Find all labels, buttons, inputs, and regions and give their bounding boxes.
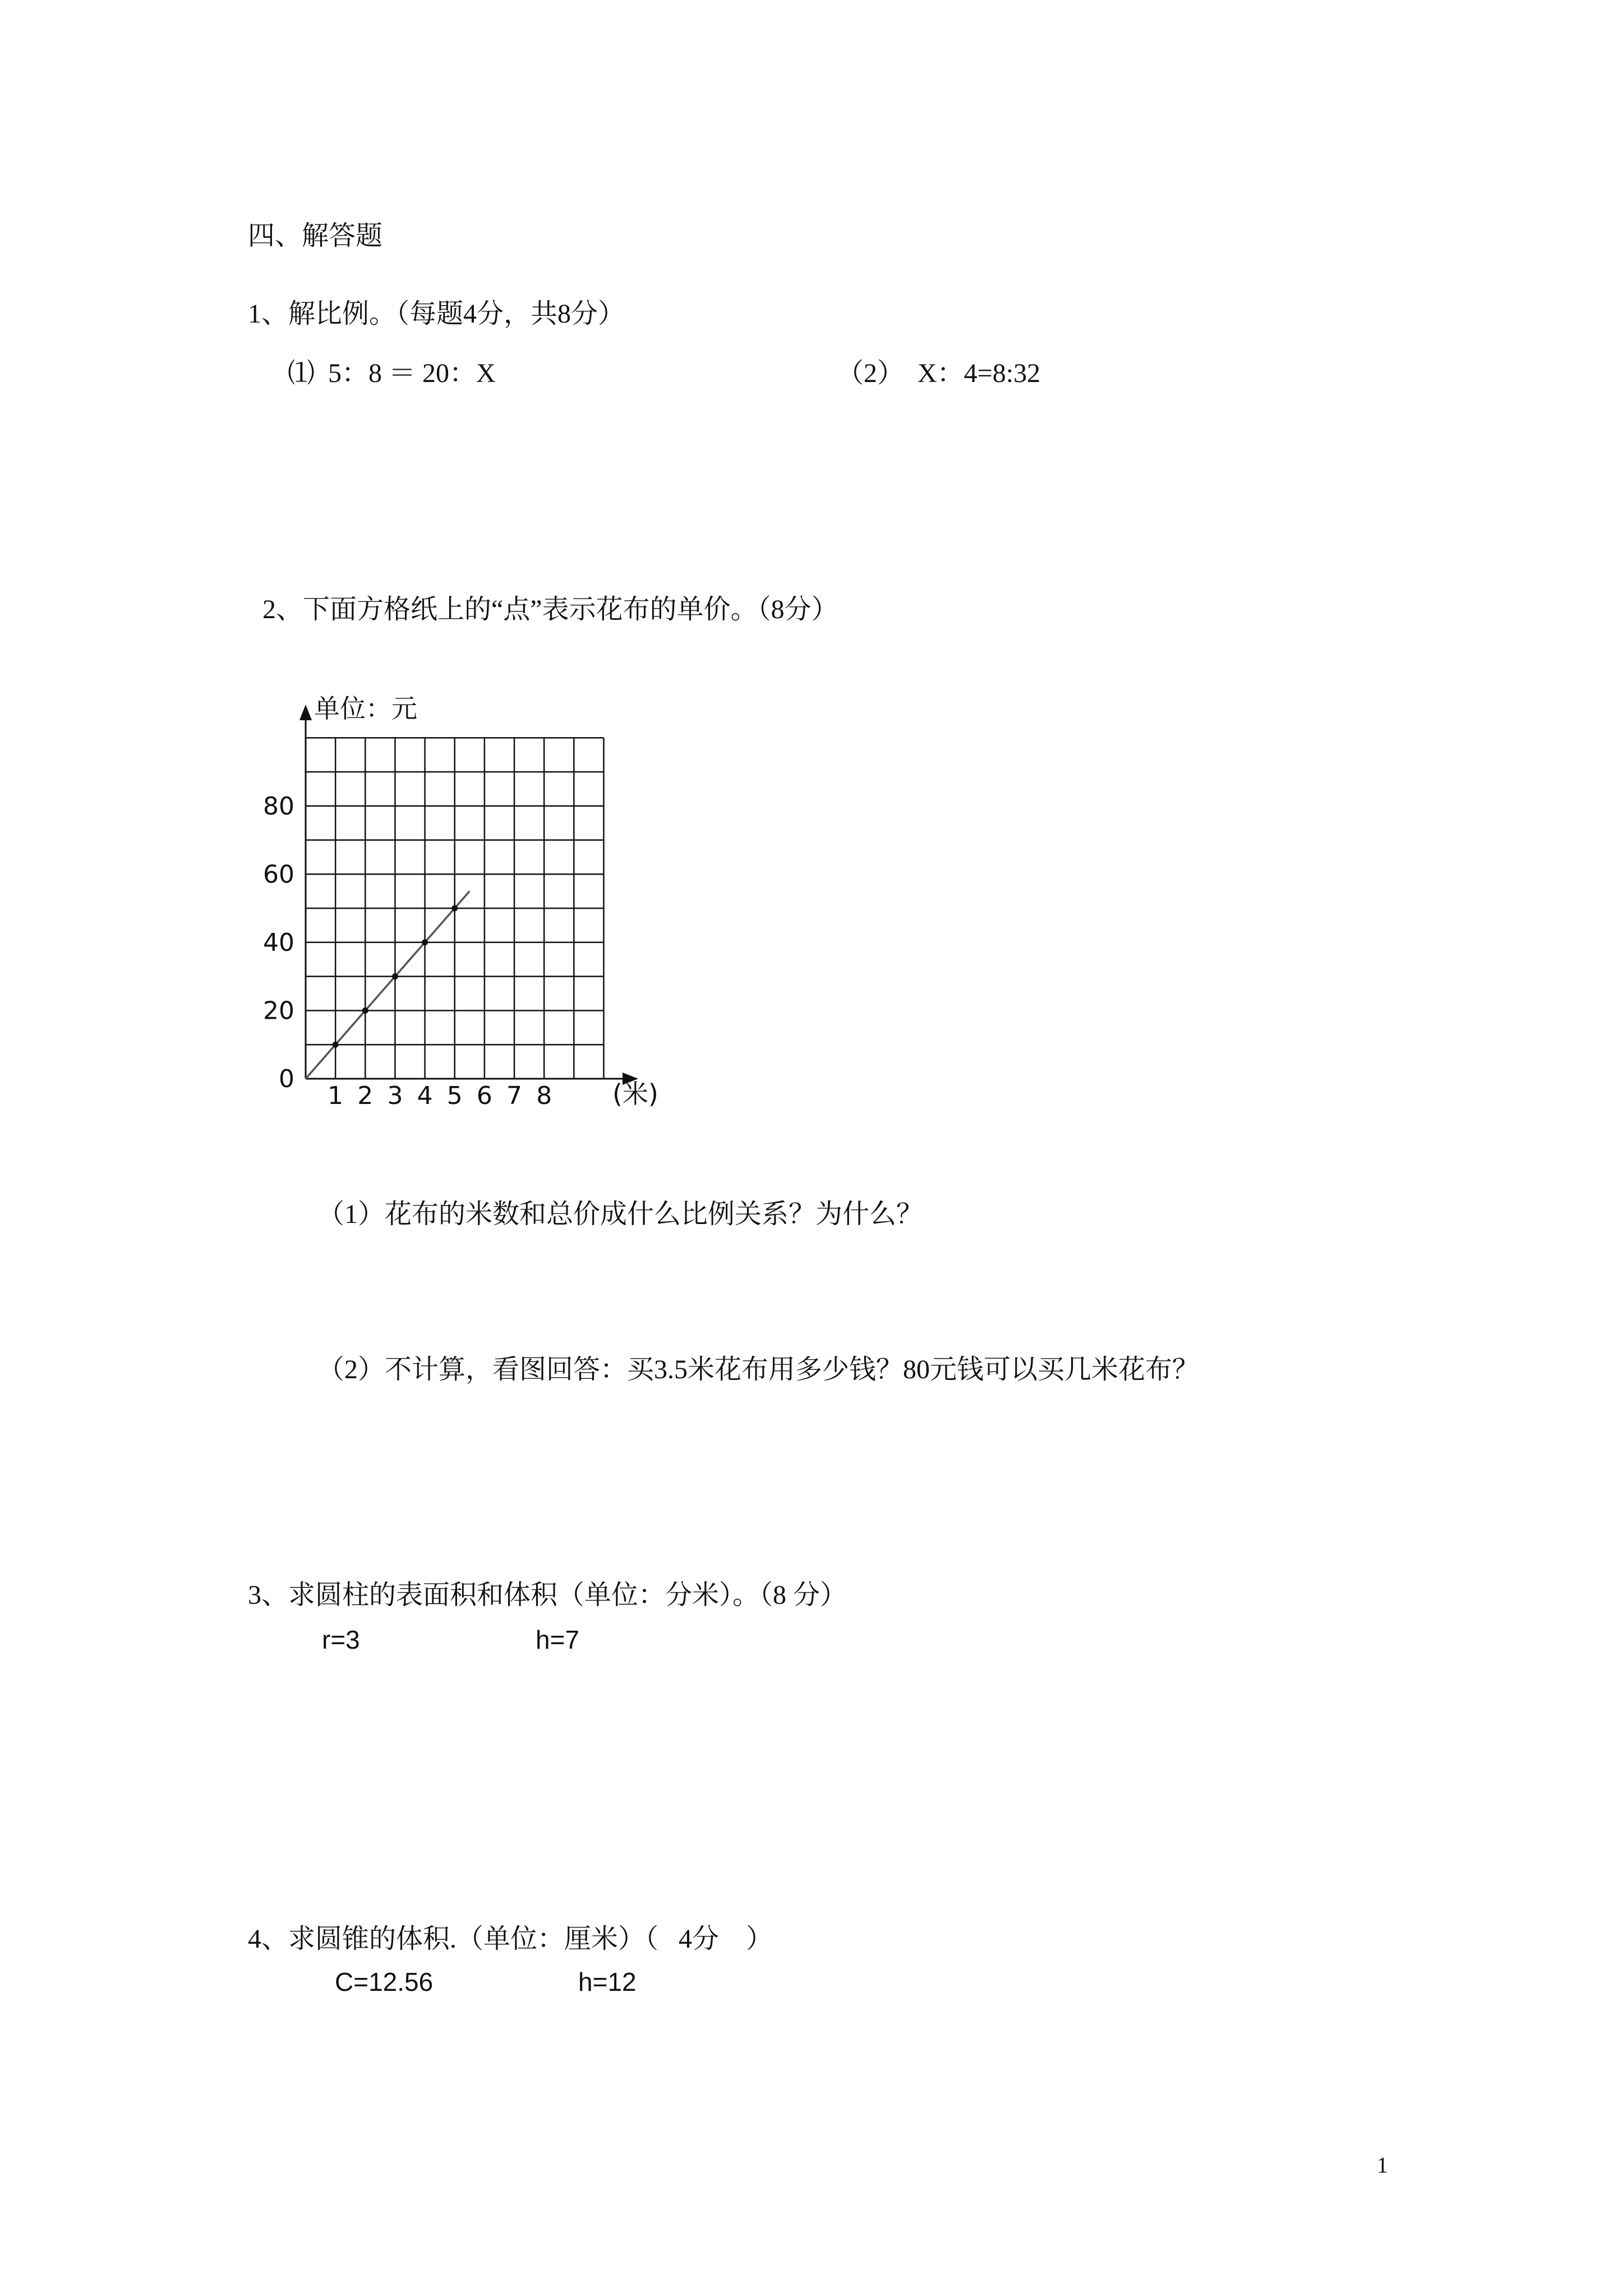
question-1-part-1: ⑴ 5：8 ＝ 20：X [288, 358, 496, 388]
question-2-title: 2、下面方格纸上的“点”表示花布的单价。（8分） [262, 595, 838, 624]
cone-circumference: C=12.56 [335, 1967, 434, 1996]
price-line [306, 891, 469, 1079]
y-unit-label: 单位：元 [314, 693, 417, 724]
x-unit-label: (米) [612, 1079, 658, 1109]
price-point [362, 1007, 368, 1014]
cone-height: h=12 [578, 1967, 637, 1996]
question-1-part-2: （2） X：4=8:32 [837, 358, 1041, 388]
price-point [422, 939, 428, 945]
y-axis-arrow [299, 705, 312, 720]
price-point [333, 1042, 339, 1048]
question-2-sub-2: （2）不计算，看图回答：买3.5米花布用多少钱？80元钱可以买几米花布？ [317, 1355, 1200, 1384]
section-heading: 四、解答题 [248, 221, 383, 251]
y-tick-label: 20 [263, 996, 294, 1025]
x-tick-label: 8 [536, 1082, 552, 1110]
page-number: 1 [1377, 2152, 1388, 2178]
y-tick-label: 80 [263, 792, 294, 821]
x-tick-label: 7 [506, 1082, 523, 1110]
question-3-title: 3、求圆柱的表面积和体积（单位：分米）。（8 分） [248, 1580, 847, 1610]
x-tick-label: 2 [357, 1082, 374, 1110]
x-tick-label: 3 [387, 1082, 403, 1110]
y-tick-label: 40 [263, 928, 294, 957]
cylinder-radius: r=3 [322, 1625, 360, 1654]
unit-price-chart [236, 684, 695, 1122]
price-point [451, 905, 458, 912]
question-4-title: 4、求圆锥的体积.（单位：厘米）（ 4分 ） [248, 1924, 773, 1954]
x-tick-label: 6 [476, 1082, 492, 1110]
x-tick-label: 5 [446, 1082, 463, 1110]
chart-series [306, 891, 469, 1079]
price-point [392, 973, 398, 979]
x-tick-label: 4 [417, 1082, 433, 1110]
question-2-sub-1: （1）花布的米数和总价成什么比例关系？为什么？ [317, 1199, 924, 1229]
y-tick-label: 60 [263, 860, 294, 889]
x-tick-label: 1 [328, 1082, 344, 1110]
cylinder-height: h=7 [536, 1625, 580, 1654]
y-tick-label: 0 [279, 1065, 294, 1093]
question-1-title: 1、解比例。（每题4分，共8分） [248, 299, 625, 329]
